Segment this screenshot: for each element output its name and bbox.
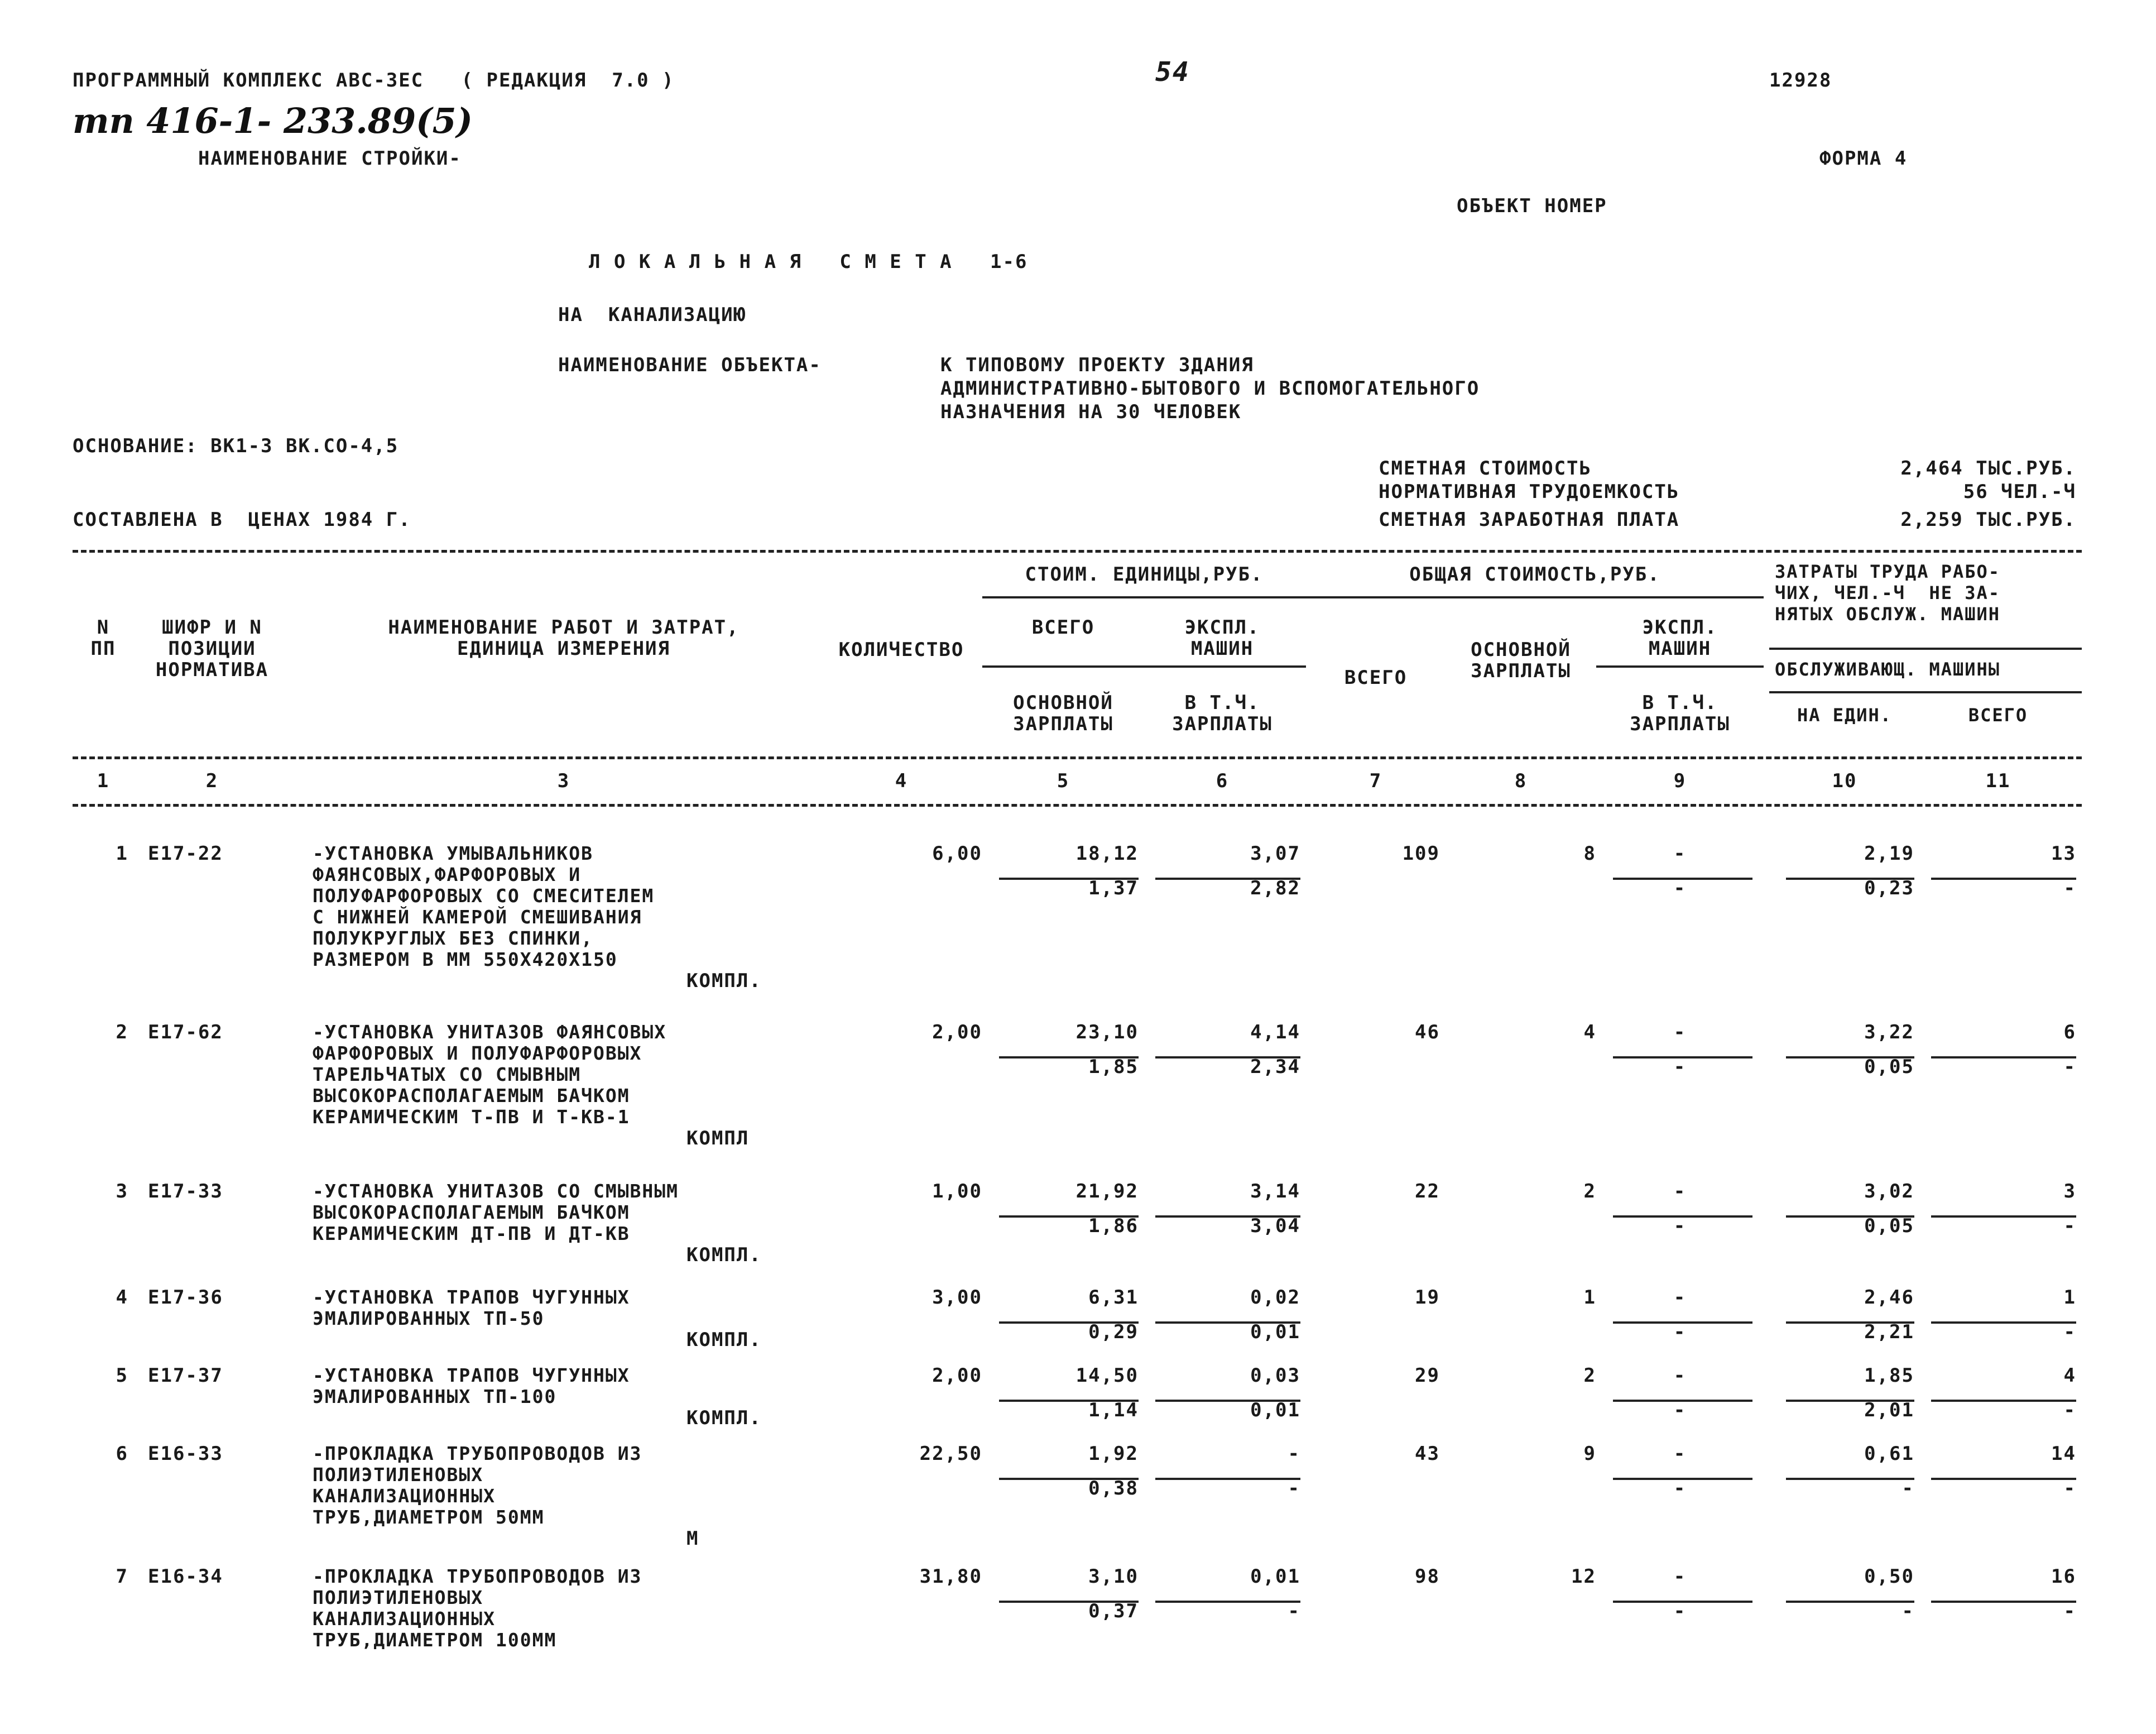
- colnum-2: 2: [205, 770, 219, 792]
- row-unit: КОМПЛ.: [686, 1244, 762, 1266]
- total-mach-divider: [1596, 665, 1764, 668]
- row-number: 5: [116, 1364, 128, 1387]
- row-labor-total-machine: -: [2063, 877, 2076, 899]
- row-unit-mach-wage: -: [1288, 1600, 1300, 1622]
- row-total-wage: 12: [1571, 1565, 1596, 1588]
- row-total-wage: 2: [1583, 1180, 1596, 1203]
- th-name: НАИМЕНОВАНИЕ РАБОТ И ЗАТРАТ, ЕДИНИЦА ИЗМЕРЕНИЯ: [388, 616, 740, 660]
- page-number: 54: [1155, 56, 1190, 88]
- row-unit-mach-wage: 0,01: [1250, 1399, 1300, 1421]
- estimate-title: Л О К А Л Ь Н А Я С М Е Т А 1-6: [589, 251, 1028, 273]
- row-labor-unit-machine: -: [1901, 1600, 1914, 1622]
- row-labor-unit-machine: 0,05: [1864, 1056, 1914, 1078]
- row-unit-total: 14,50: [1075, 1364, 1139, 1387]
- th-labor-total: ВСЕГО: [1968, 705, 2028, 726]
- th-total-wage: ОСНОВНОЙ ЗАРПЛАТЫ: [1471, 639, 1571, 682]
- row-unit-wage: 1,86: [1088, 1215, 1139, 1237]
- row-labor-total-machine: -: [2063, 1215, 2076, 1237]
- row-unit-mach: 0,03: [1250, 1364, 1300, 1387]
- th-labor-unit: НА ЕДИН.: [1797, 705, 1893, 726]
- row-labor-total-machine: -: [2063, 1600, 2076, 1622]
- row-total-wage: 1: [1583, 1286, 1596, 1309]
- row-unit-wage: 0,29: [1088, 1321, 1139, 1343]
- object-name-line-1: К ТИПОВОМУ ПРОЕКТУ ЗДАНИЯ: [940, 354, 1254, 376]
- labor-divider-2: [1769, 691, 2082, 693]
- row-description: -ПРОКЛАДКА ТРУБОПРОВОДОВ ИЗ ПОЛИЭТИЛЕНОВЫХ КАНАЛИЗАЦИОННЫХ ТРУБ,ДИАМЕТРОМ 50ММ: [313, 1443, 642, 1528]
- row-qty: 6,00: [932, 842, 982, 865]
- row-qty: 22,50: [919, 1443, 982, 1465]
- colnum-8: 8: [1514, 770, 1528, 792]
- row-unit-wage: 1,85: [1088, 1056, 1139, 1078]
- object-name-line-3: НАЗНАЧЕНИЯ НА 30 ЧЕЛОВЕК: [940, 401, 1242, 423]
- program-name: ПРОГРАММНЫЙ КОМПЛЕКС АВС-ЗЕС ( РЕДАКЦИЯ 7.0 ): [73, 69, 675, 92]
- row-labor-unit: 3,02: [1864, 1180, 1914, 1203]
- estimate-subject: НА КАНАЛИЗАЦИЮ: [558, 304, 747, 326]
- row-unit-mach-wage: 3,04: [1250, 1215, 1300, 1237]
- row-labor-unit: 0,50: [1864, 1565, 1914, 1588]
- row-code: Е16-34: [148, 1565, 223, 1588]
- summary-value-cost: 2,464 ТЫС.РУБ.: [1900, 457, 2076, 480]
- row-labor-unit-machine: 0,05: [1864, 1215, 1914, 1237]
- row-labor-unit: 1,85: [1864, 1364, 1914, 1387]
- row-description: -УСТАНОВКА ТРАПОВ ЧУГУННЫХ ЭМАЛИРОВАННЫХ ТП-50: [313, 1286, 630, 1329]
- row-labor-total: 6: [2063, 1021, 2076, 1043]
- row-number: 1: [116, 842, 128, 865]
- row-total-wage: 2: [1583, 1364, 1596, 1387]
- object-name-line-2: АДМИНИСТРАТИВНО-БЫТОВОГО И ВСПОМОГАТЕЛЬНОГО: [940, 377, 1480, 400]
- row-unit-wage: 0,38: [1088, 1477, 1139, 1500]
- row-unit-total: 6,31: [1088, 1286, 1139, 1309]
- th-unit-cost: СТОИМ. ЕДИНИЦЫ,РУБ.: [1025, 563, 1264, 586]
- th-total-all: ВСЕГО: [1344, 667, 1408, 689]
- row-labor-unit-machine: -: [1901, 1477, 1914, 1500]
- row-total-mach-wage: -: [1673, 1321, 1687, 1343]
- row-number: 6: [116, 1443, 128, 1465]
- row-unit-total: 3,10: [1088, 1565, 1139, 1588]
- colnum-6: 6: [1216, 770, 1229, 792]
- th-qty: КОЛИЧЕСТВО: [838, 639, 964, 661]
- document-code: 12928: [1769, 69, 1832, 92]
- row-unit: КОМПЛ.: [686, 1329, 762, 1351]
- row-total-mach: -: [1673, 1565, 1687, 1588]
- row-qty: 31,80: [919, 1565, 982, 1588]
- row-total-wage: 9: [1583, 1443, 1596, 1465]
- row-total-wage: 8: [1583, 842, 1596, 865]
- row-total-mach-wage: -: [1673, 1477, 1687, 1500]
- row-total-all: 43: [1415, 1443, 1440, 1465]
- row-code: Е17-37: [148, 1364, 223, 1387]
- row-unit-total: 23,10: [1075, 1021, 1139, 1043]
- row-number: 7: [116, 1565, 128, 1588]
- form-label: ФОРМА 4: [1819, 147, 1908, 170]
- summary-value-wage: 2,259 ТЫС.РУБ.: [1900, 509, 2076, 531]
- row-total-all: 29: [1415, 1364, 1440, 1387]
- row-unit-mach: -: [1288, 1443, 1300, 1465]
- unit-cost-divider: [982, 596, 1306, 598]
- row-description: -ПРОКЛАДКА ТРУБОПРОВОДОВ ИЗ ПОЛИЭТИЛЕНОВЫХ КАНАЛИЗАЦИОННЫХ ТРУБ,ДИАМЕТРОМ 100ММ: [313, 1565, 642, 1651]
- row-total-mach: -: [1673, 1180, 1687, 1203]
- row-description: -УСТАНОВКА ТРАПОВ ЧУГУННЫХ ЭМАЛИРОВАННЫХ ТП-100: [313, 1364, 630, 1407]
- row-code: Е17-33: [148, 1180, 223, 1203]
- row-qty: 2,00: [932, 1021, 982, 1043]
- row-total-mach-wage: -: [1673, 1399, 1687, 1421]
- object-name-label: НАИМЕНОВАНИЕ ОБЪЕКТА-: [558, 354, 822, 376]
- row-labor-total-machine: -: [2063, 1321, 2076, 1343]
- row-unit-mach-wage: 0,01: [1250, 1321, 1300, 1343]
- row-total-mach: -: [1673, 1364, 1687, 1387]
- row-qty: 2,00: [932, 1364, 982, 1387]
- th-code: ШИФР И N ПОЗИЦИИ НОРМАТИВА: [155, 616, 269, 681]
- th-labor: ЗАТРАТЫ ТРУДА РАБО- ЧИХ, ЧЕЛ.-Ч НЕ ЗА- НЯТЫХ ОБСЛУЖ. МАШИН: [1775, 561, 2001, 625]
- row-number: 2: [116, 1021, 128, 1043]
- table-top-rule: [73, 550, 2082, 553]
- summary-label-wage: СМЕТНАЯ ЗАРАБОТНАЯ ПЛАТА: [1379, 509, 1680, 531]
- row-unit-wage: 0,37: [1088, 1600, 1139, 1622]
- th-labor-sub: ОБСЛУЖИВАЮЩ. МАШИНЫ: [1775, 659, 2001, 680]
- row-code: Е17-62: [148, 1021, 223, 1043]
- row-total-mach-wage: -: [1673, 1215, 1687, 1237]
- colnum-4: 4: [895, 770, 908, 792]
- th-total-cost: ОБЩАЯ СТОИМОСТЬ,РУБ.: [1409, 563, 1660, 586]
- th-unit-mach-wage: В Т.Ч. ЗАРПЛАТЫ: [1172, 692, 1273, 735]
- row-total-all: 19: [1415, 1286, 1440, 1309]
- th-total-mach-wage: В Т.Ч. ЗАРПЛАТЫ: [1630, 692, 1730, 735]
- row-unit: М: [686, 1527, 699, 1550]
- row-unit: КОМПЛ.: [686, 970, 762, 992]
- row-unit-mach: 4,14: [1250, 1021, 1300, 1043]
- row-total-mach: -: [1673, 1443, 1687, 1465]
- unit-cost-divider-2: [982, 665, 1306, 668]
- row-unit-total: 21,92: [1075, 1180, 1139, 1203]
- row-unit-mach-wage: -: [1288, 1477, 1300, 1500]
- row-total-mach-wage: -: [1673, 1600, 1687, 1622]
- object-number-label: ОБЪЕКТ НОМЕР: [1457, 195, 1607, 217]
- row-number: 3: [116, 1180, 128, 1203]
- row-unit-wage: 1,14: [1088, 1399, 1139, 1421]
- row-total-all: 46: [1415, 1021, 1440, 1043]
- colnum-9: 9: [1673, 770, 1687, 792]
- row-unit-mach-wage: 2,34: [1250, 1056, 1300, 1078]
- row-labor-unit: 3,22: [1864, 1021, 1914, 1043]
- th-unit-mach: ЭКСПЛ. МАШИН: [1184, 616, 1260, 660]
- row-unit-mach-wage: 2,82: [1250, 877, 1300, 899]
- row-total-wage: 4: [1583, 1021, 1596, 1043]
- summary-label-labor: НОРМАТИВНАЯ ТРУДОЕМКОСТЬ: [1379, 481, 1680, 503]
- row-qty: 1,00: [932, 1180, 982, 1203]
- row-description: -УСТАНОВКА УМЫВАЛЬНИКОВ ФАЯНСОВЫХ,ФАРФОРОВЫХ И ПОЛУФАРФОРОВЫХ СО СМЕСИТЕЛЕМ С НИЖНЕЙ КАМЕРОЙ СМЕШИВАНИЯ ПОЛУКРУГЛЫХ БЕЗ СПИНКИ, РАЗМЕРОМ В ММ 550Х420Х150: [313, 842, 655, 970]
- row-total-mach: -: [1673, 842, 1687, 865]
- row-labor-total: 14: [2051, 1443, 2076, 1465]
- handwritten-project-ref: тп 416-1- 233.89(5): [73, 100, 473, 141]
- row-unit-mach: 3,14: [1250, 1180, 1300, 1203]
- row-labor-total: 4: [2063, 1364, 2076, 1387]
- construction-name-label: НАИМЕНОВАНИЕ СТРОЙКИ-: [198, 147, 462, 170]
- summary-label-cost: СМЕТНАЯ СТОИМОСТЬ: [1379, 457, 1592, 480]
- row-labor-unit: 2,46: [1864, 1286, 1914, 1309]
- row-number: 4: [116, 1286, 128, 1309]
- row-unit-mach: 0,01: [1250, 1565, 1300, 1588]
- row-description: -УСТАНОВКА УНИТАЗОВ ФАЯНСОВЫХ ФАРФОРОВЫХ И ПОЛУФАРФОРОВЫХ ТАРЕЛЬЧАТЫХ СО СМЫВНЫМ ВЫСОКОРАСПОЛАГАЕМЫМ БАЧКОМ КЕРАМИЧЕСКИМ Т-ПВ И Т-КВ-1: [313, 1021, 667, 1128]
- total-cost-divider: [1306, 596, 1764, 598]
- summary-value-labor: 56 ЧЕЛ.-Ч: [1963, 481, 2076, 503]
- colnum-7: 7: [1369, 770, 1382, 792]
- th-total-mach: ЭКСПЛ. МАШИН: [1642, 616, 1718, 660]
- row-total-all: 22: [1415, 1180, 1440, 1203]
- row-code: Е16-33: [148, 1443, 223, 1465]
- th-n: N ПП: [90, 616, 116, 660]
- row-unit-wage: 1,37: [1088, 877, 1139, 899]
- row-total-mach: -: [1673, 1021, 1687, 1043]
- colnum-10: 10: [1832, 770, 1857, 792]
- row-total-mach-wage: -: [1673, 1056, 1687, 1078]
- table-colnum-top-rule: [73, 756, 2082, 759]
- row-labor-total-machine: -: [2063, 1477, 2076, 1500]
- row-code: Е17-36: [148, 1286, 223, 1309]
- row-total-mach-wage: -: [1673, 877, 1687, 899]
- row-total-all: 109: [1402, 842, 1440, 865]
- row-unit: КОМПЛ: [686, 1127, 750, 1149]
- colnum-1: 1: [97, 770, 110, 792]
- row-total-all: 98: [1415, 1565, 1440, 1588]
- row-labor-unit-machine: 2,21: [1864, 1321, 1914, 1343]
- row-labor-unit-machine: 0,23: [1864, 877, 1914, 899]
- colnum-11: 11: [1985, 770, 2011, 792]
- row-unit-total: 1,92: [1088, 1443, 1139, 1465]
- row-labor-total: 13: [2051, 842, 2076, 865]
- row-description: -УСТАНОВКА УНИТАЗОВ СО СМЫВНЫМ ВЫСОКОРАСПОЛАГАЕМЫМ БАЧКОМ КЕРАМИЧЕСКИМ ДТ-ПВ И ДТ-КВ: [313, 1180, 679, 1244]
- colnum-3: 3: [557, 770, 570, 792]
- row-labor-unit-machine: 2,01: [1864, 1399, 1914, 1421]
- row-qty: 3,00: [932, 1286, 982, 1309]
- labor-divider: [1769, 648, 2082, 650]
- compiled-prices-line: СОСТАВЛЕНА В ЦЕНАХ 1984 Г.: [73, 509, 411, 531]
- row-labor-unit: 0,61: [1864, 1443, 1914, 1465]
- table-colnum-bottom-rule: [73, 804, 2082, 807]
- colnum-5: 5: [1057, 770, 1070, 792]
- row-labor-unit: 2,19: [1864, 842, 1914, 865]
- row-labor-total: 3: [2063, 1180, 2076, 1203]
- basis-line: ОСНОВАНИЕ: ВК1-3 ВК.СО-4,5: [73, 435, 399, 457]
- row-labor-total: 1: [2063, 1286, 2076, 1309]
- row-labor-total: 16: [2051, 1565, 2076, 1588]
- row-unit-mach: 3,07: [1250, 842, 1300, 865]
- row-unit-total: 18,12: [1075, 842, 1139, 865]
- th-unit-wage: ОСНОВНОЙ ЗАРПЛАТЫ: [1013, 692, 1113, 735]
- row-labor-total-machine: -: [2063, 1399, 2076, 1421]
- row-labor-total-machine: -: [2063, 1056, 2076, 1078]
- row-unit: КОМПЛ.: [686, 1407, 762, 1429]
- row-total-mach: -: [1673, 1286, 1687, 1309]
- row-unit-mach: 0,02: [1250, 1286, 1300, 1309]
- th-unit-total: ВСЕГО: [1031, 616, 1095, 639]
- row-code: Е17-22: [148, 842, 223, 865]
